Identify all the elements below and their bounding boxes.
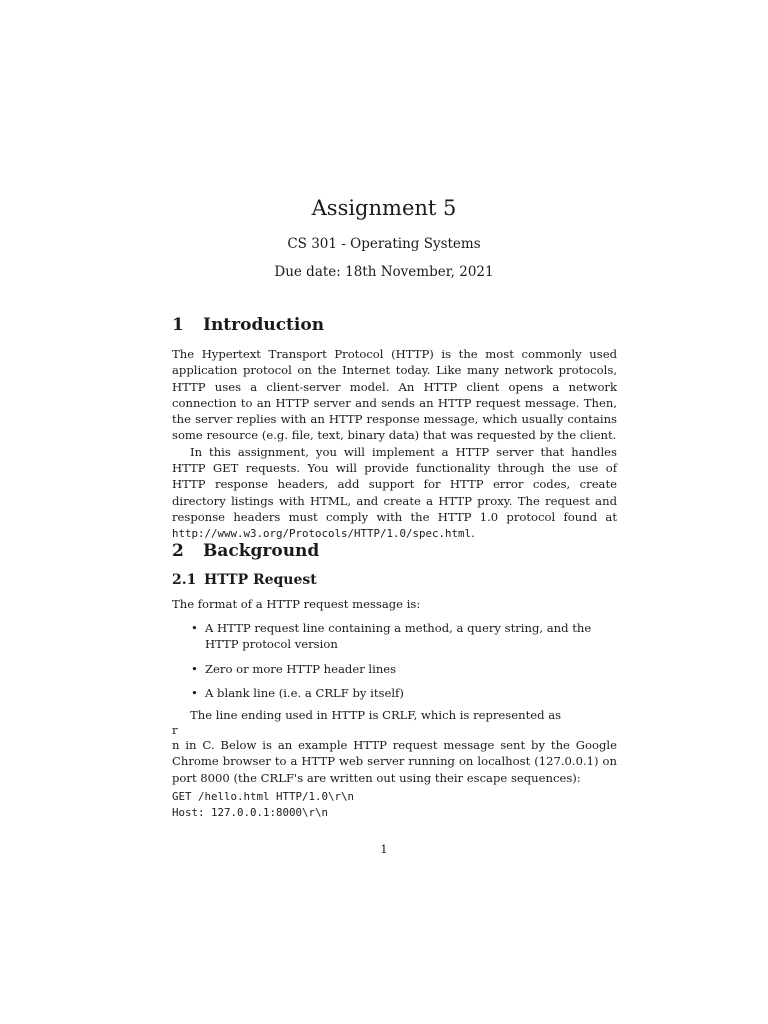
section-title: Background: [203, 541, 320, 561]
introduction-body: [172, 346, 617, 543]
course-name: CS 301 - Operating Systems: [287, 236, 481, 252]
section-heading-introduction: [172, 314, 324, 336]
list-item: [172, 620, 617, 653]
bullet-icon: •: [191, 685, 198, 700]
code-line: GET /hello.html HTTP/1.0\r\n: [172, 790, 355, 803]
document-title: Assignment 5: [311, 196, 457, 220]
due-date: Due date: 18th November, 2021: [274, 264, 494, 280]
subsection-title: HTTP Request: [204, 572, 317, 588]
subsection-heading-http-request: [172, 571, 317, 589]
list-item-text: Zero or more HTTP header lines: [205, 661, 397, 676]
subsection-number: 2.1: [172, 572, 197, 588]
line-ending-r: r: [172, 723, 178, 737]
list-item-text: A blank line (i.e. a CRLF by itself): [205, 685, 404, 700]
introduction-paragraph-2: [172, 444, 617, 543]
section-number: 2: [172, 541, 184, 561]
introduction-paragraph-1: The Hypertext Transport Protocol (HTTP) is the most commonly used application protocol on the Internet today. Like many network protocols, HTTP uses a client-server model. An HTTP client opens a network connection to an HTTP server and sends an HTTP request message. Then, the server replies with an HTTP response message, which usually contains some resource (e.g. file, text, binary data) that was requested by the client.: [172, 347, 617, 443]
code-line: Host: 127.0.0.1:8000\r\n: [172, 806, 329, 819]
sentence-end: .: [471, 526, 475, 541]
bullet-icon: •: [191, 661, 198, 676]
bullet-icon: •: [191, 621, 198, 635]
page-number: 1: [380, 842, 388, 856]
http-request-intro: The format of a HTTP request message is:: [172, 597, 421, 611]
list-item: [172, 661, 617, 677]
http-request-example-text: n in C. Below is an example HTTP request message sent by the Google Chrome browser to a HTTP web server running on localhost (127.0.0.1) on port 8000 (the CRLF's are written out using their escape sequences):: [172, 738, 617, 785]
section-heading-background: [172, 540, 319, 562]
list-item-text: A HTTP request line containing a method, a query string, and the HTTP protocol version: [205, 621, 592, 652]
line-ending-text: The line ending used in HTTP is CRLF, which is represented as: [190, 708, 562, 722]
section-title: Introduction: [203, 315, 325, 335]
section-number: 1: [172, 315, 184, 335]
introduction-paragraph-2-text: In this assignment, you will implement a HTTP server that handles HTTP GET requests. You will provide functionality through the use of HTTP response headers, add support for HTTP error codes, create directory listings with HTML, and create a HTTP proxy. The request and response headers must comply with the HTTP 1.0 protocol found at: [172, 444, 617, 524]
http-request-format-list: [172, 620, 617, 709]
http-spec-link[interactable]: http://www.w3.org/Protocols/HTTP/1.0/spec.html: [172, 527, 472, 541]
list-item: [172, 685, 617, 701]
